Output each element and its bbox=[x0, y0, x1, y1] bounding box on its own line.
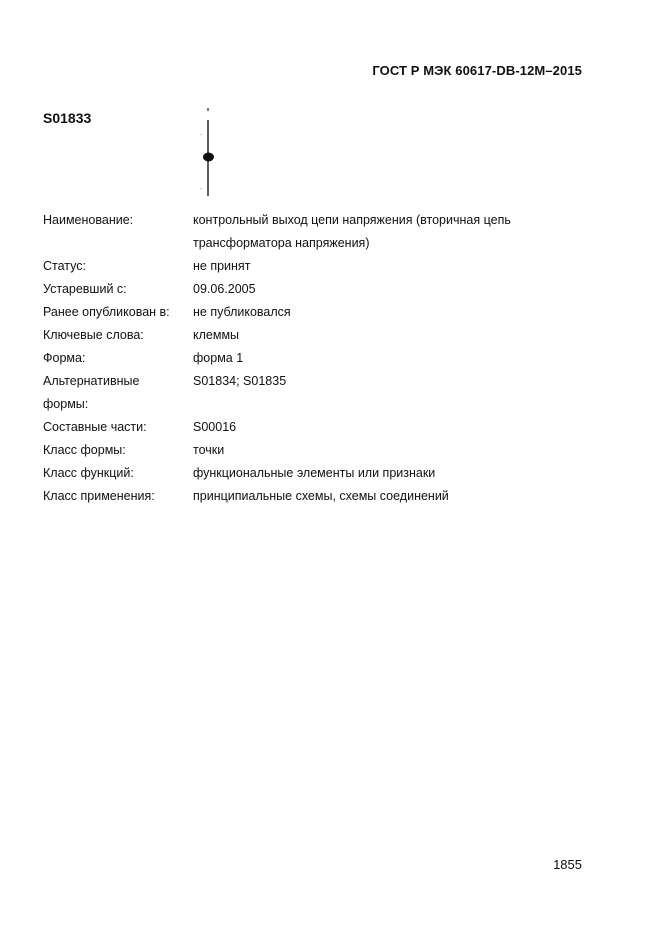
property-label: Составные части: bbox=[43, 420, 147, 434]
property-value: принципиальные схемы, схемы соединений bbox=[193, 489, 449, 503]
property-value: клеммы bbox=[193, 328, 240, 342]
property-row-obsolete bbox=[43, 278, 603, 301]
symbol-terminal-dot bbox=[203, 153, 214, 162]
property-value: не принят bbox=[193, 259, 251, 273]
property-value: форма 1 bbox=[193, 351, 244, 365]
property-label: Статус: bbox=[43, 259, 86, 273]
property-value: 09.06.2005 bbox=[193, 282, 256, 296]
property-value: контрольный выход цепи напряжения (вторичная цепь bbox=[193, 213, 511, 227]
properties-table bbox=[43, 209, 603, 508]
property-value: не публиковался bbox=[193, 305, 291, 319]
property-row-status bbox=[43, 255, 603, 278]
property-value: точки bbox=[193, 443, 225, 457]
control-output-terminal-symbol-icon bbox=[196, 108, 222, 200]
property-label: Класс формы: bbox=[43, 443, 126, 457]
property-value: функциональные элементы или признаки bbox=[193, 466, 436, 480]
page-number: 1855 bbox=[553, 857, 582, 872]
property-row-alternative-forms-continued bbox=[43, 393, 603, 416]
property-row-alternative-forms bbox=[43, 370, 603, 393]
property-label: Форма: bbox=[43, 351, 86, 365]
property-row-name-continued bbox=[43, 232, 603, 255]
property-label: Класс применения: bbox=[43, 489, 155, 503]
property-label: Ключевые слова: bbox=[43, 328, 144, 342]
property-label: Класс функций: bbox=[43, 466, 134, 480]
document-header: ГОСТ Р МЭК 60617-DB-12M–2015 bbox=[372, 63, 582, 78]
symbol-code: S01833 bbox=[43, 110, 92, 126]
property-row-application-class bbox=[43, 485, 603, 508]
property-row-form bbox=[43, 347, 603, 370]
property-value: трансформатора напряжения) bbox=[193, 236, 370, 250]
property-label: Ранее опубликован в: bbox=[43, 305, 170, 319]
property-row-published bbox=[43, 301, 603, 324]
property-value: S01834; S01835 bbox=[193, 374, 287, 388]
property-row-function-class bbox=[43, 462, 603, 485]
property-label: формы: bbox=[43, 397, 89, 411]
property-row-name bbox=[43, 209, 603, 232]
property-label: Наименование: bbox=[43, 213, 134, 227]
property-label: Альтернативные bbox=[43, 374, 140, 388]
property-label: Устаревший с: bbox=[43, 282, 127, 296]
property-row-keywords bbox=[43, 324, 603, 347]
property-row-form-class bbox=[43, 439, 603, 462]
property-value: S00016 bbox=[193, 420, 237, 434]
property-row-components bbox=[43, 416, 603, 439]
